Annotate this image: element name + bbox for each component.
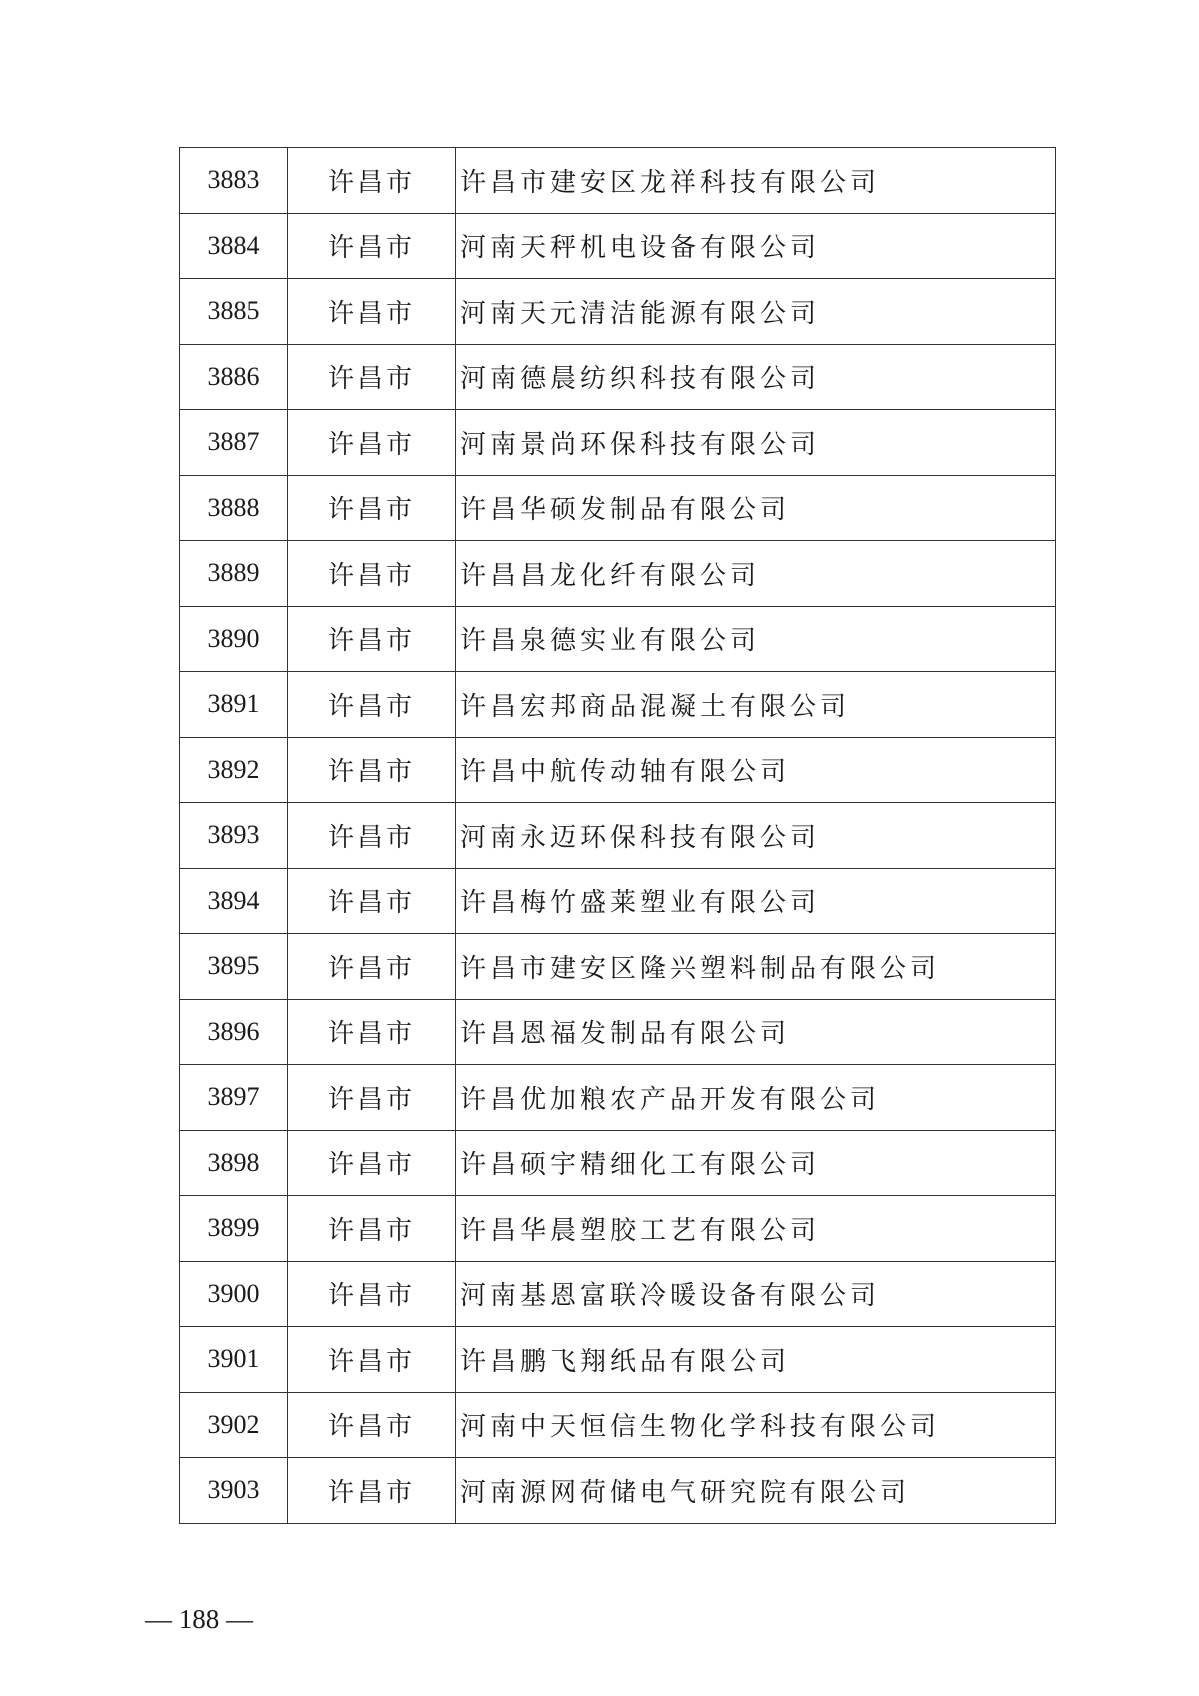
city-cell: 许昌市 (288, 868, 456, 934)
company-name-cell: 许昌硕宇精细化工有限公司 (456, 1130, 1056, 1196)
company-name-cell: 许昌鹏飞翔纸品有限公司 (456, 1327, 1056, 1393)
company-name-cell: 河南永迈环保科技有限公司 (456, 803, 1056, 869)
city-cell: 许昌市 (288, 1458, 456, 1524)
table-row (180, 1196, 1056, 1262)
table-row (180, 672, 1056, 738)
company-table (179, 147, 1056, 1524)
city-cell: 许昌市 (288, 541, 456, 607)
table-row (180, 868, 1056, 934)
table-row (180, 999, 1056, 1065)
city-cell: 许昌市 (288, 213, 456, 279)
row-number-cell: 3883 (180, 148, 288, 214)
table-row (180, 148, 1056, 214)
row-number-cell: 3900 (180, 1261, 288, 1327)
city-cell: 许昌市 (288, 737, 456, 803)
table-row (180, 606, 1056, 672)
row-number-cell: 3899 (180, 1196, 288, 1262)
row-number-cell: 3898 (180, 1130, 288, 1196)
table-row (180, 1458, 1056, 1524)
row-number-cell: 3893 (180, 803, 288, 869)
row-number-cell: 3903 (180, 1458, 288, 1524)
row-number-cell: 3896 (180, 999, 288, 1065)
table-row (180, 737, 1056, 803)
row-number-cell: 3884 (180, 213, 288, 279)
company-name-cell: 河南天秤机电设备有限公司 (456, 213, 1056, 279)
city-cell: 许昌市 (288, 1065, 456, 1131)
company-table-body (180, 148, 1056, 1524)
row-number-cell: 3891 (180, 672, 288, 738)
city-cell: 许昌市 (288, 410, 456, 476)
table-row (180, 475, 1056, 541)
row-number-cell: 3897 (180, 1065, 288, 1131)
company-name-cell: 许昌宏邦商品混凝土有限公司 (456, 672, 1056, 738)
table-row (180, 1327, 1056, 1393)
company-name-cell: 许昌中航传动轴有限公司 (456, 737, 1056, 803)
company-name-cell: 河南基恩富联冷暖设备有限公司 (456, 1261, 1056, 1327)
row-number-cell: 3895 (180, 934, 288, 1000)
city-cell: 许昌市 (288, 344, 456, 410)
company-name-cell: 许昌优加粮农产品开发有限公司 (456, 1065, 1056, 1131)
page-number: — 188 — (145, 1604, 253, 1634)
table-row (180, 934, 1056, 1000)
row-number-cell: 3889 (180, 541, 288, 607)
table-row (180, 541, 1056, 607)
row-number-cell: 3890 (180, 606, 288, 672)
city-cell: 许昌市 (288, 1130, 456, 1196)
table-row (180, 1130, 1056, 1196)
table-row (180, 1065, 1056, 1131)
row-number-cell: 3894 (180, 868, 288, 934)
city-cell: 许昌市 (288, 672, 456, 738)
company-name-cell: 河南天元清洁能源有限公司 (456, 279, 1056, 345)
table-row (180, 1261, 1056, 1327)
city-cell: 许昌市 (288, 934, 456, 1000)
company-name-cell: 许昌华晨塑胶工艺有限公司 (456, 1196, 1056, 1262)
city-cell: 许昌市 (288, 279, 456, 345)
row-number-cell: 3887 (180, 410, 288, 476)
row-number-cell: 3885 (180, 279, 288, 345)
table-row (180, 410, 1056, 476)
city-cell: 许昌市 (288, 1392, 456, 1458)
company-name-cell: 许昌市建安区隆兴塑料制品有限公司 (456, 934, 1056, 1000)
table-row (180, 213, 1056, 279)
city-cell: 许昌市 (288, 475, 456, 541)
row-number-cell: 3902 (180, 1392, 288, 1458)
table-row (180, 344, 1056, 410)
table-row (180, 279, 1056, 345)
table-row (180, 803, 1056, 869)
company-name-cell: 河南德晨纺织科技有限公司 (456, 344, 1056, 410)
row-number-cell: 3892 (180, 737, 288, 803)
city-cell: 许昌市 (288, 999, 456, 1065)
company-name-cell: 许昌恩福发制品有限公司 (456, 999, 1056, 1065)
city-cell: 许昌市 (288, 1327, 456, 1393)
company-name-cell: 许昌昌龙化纤有限公司 (456, 541, 1056, 607)
city-cell: 许昌市 (288, 148, 456, 214)
city-cell: 许昌市 (288, 1196, 456, 1262)
city-cell: 许昌市 (288, 606, 456, 672)
city-cell: 许昌市 (288, 1261, 456, 1327)
company-name-cell: 许昌华硕发制品有限公司 (456, 475, 1056, 541)
row-number-cell: 3888 (180, 475, 288, 541)
table-row (180, 1392, 1056, 1458)
row-number-cell: 3901 (180, 1327, 288, 1393)
company-name-cell: 许昌梅竹盛莱塑业有限公司 (456, 868, 1056, 934)
company-name-cell: 许昌市建安区龙祥科技有限公司 (456, 148, 1056, 214)
company-name-cell: 河南景尚环保科技有限公司 (456, 410, 1056, 476)
row-number-cell: 3886 (180, 344, 288, 410)
city-cell: 许昌市 (288, 803, 456, 869)
company-name-cell: 河南中天恒信生物化学科技有限公司 (456, 1392, 1056, 1458)
company-name-cell: 河南源网荷储电气研究院有限公司 (456, 1458, 1056, 1524)
company-name-cell: 许昌泉德实业有限公司 (456, 606, 1056, 672)
